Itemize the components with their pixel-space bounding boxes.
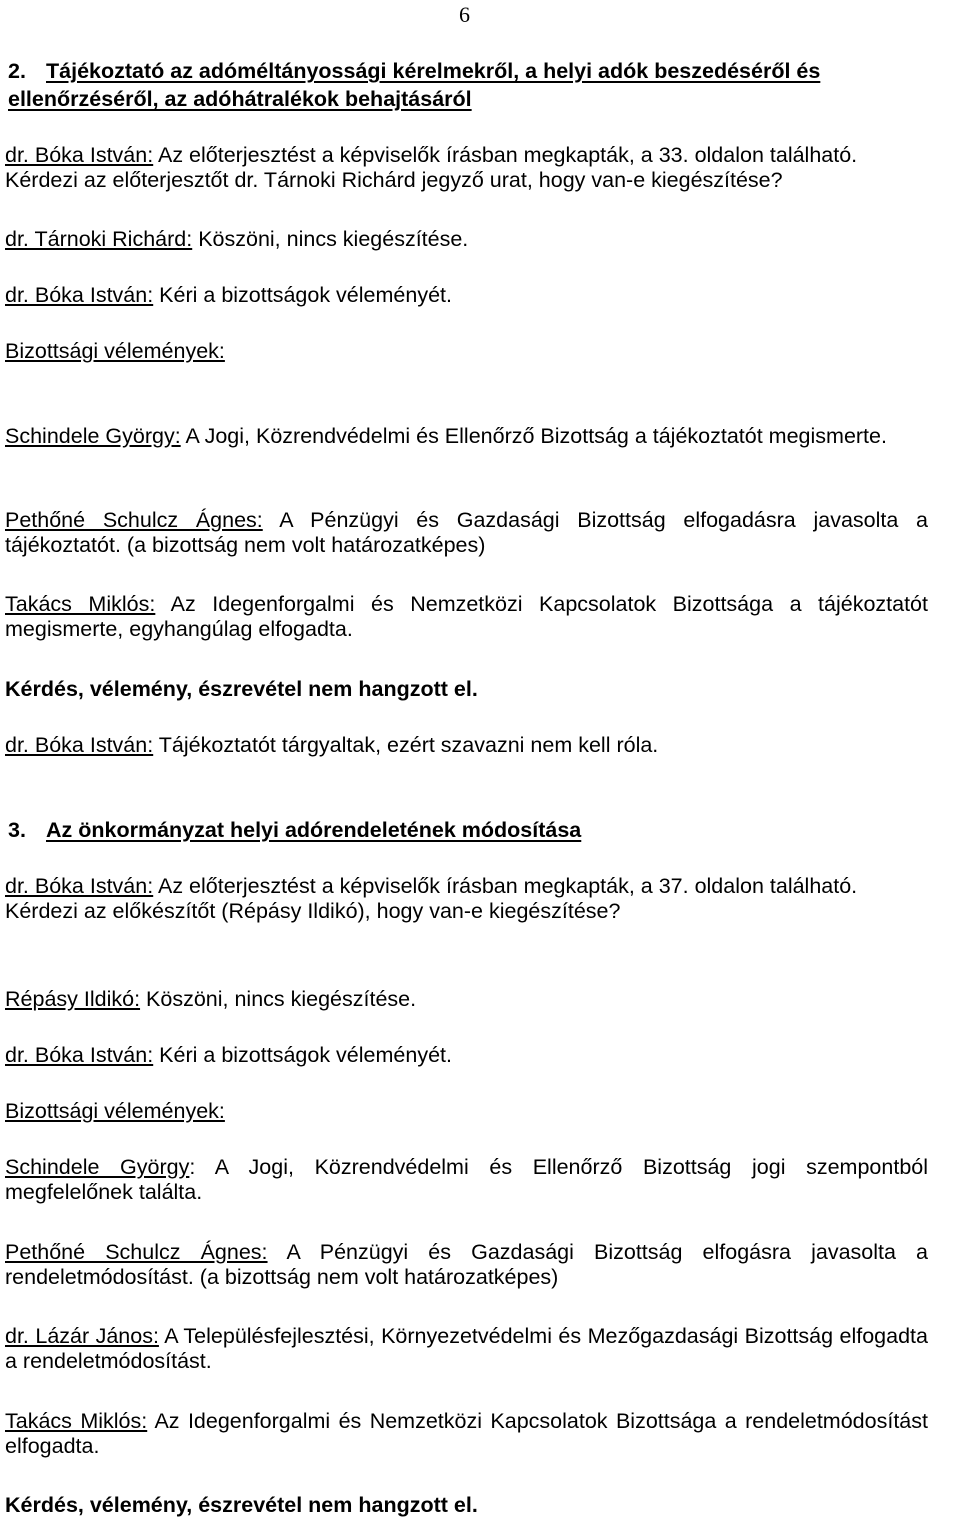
subheading-text: Bizottsági vélemények: [5, 339, 225, 363]
speaker-name: dr. Bóka István: [5, 1043, 154, 1067]
section-heading [8, 57, 928, 113]
bold-note: Kérdés, vélemény, észrevétel nem hangzott el. [5, 677, 478, 701]
paragraph [5, 987, 928, 1012]
paragraph [5, 1324, 928, 1374]
speaker-name: dr. Bóka István: [5, 143, 154, 167]
paragraph-text: Az előterjesztést a képviselők írásban megkapták, a 33. oldalon található. [153, 143, 858, 167]
speaker-name: Takács Miklós: [5, 1409, 148, 1433]
paragraph-text: Kérdezi az előkészítőt (Répásy Ildikó), hogy van-e kiegészítése? [5, 899, 621, 923]
paragraph [5, 424, 928, 449]
paragraph [5, 592, 928, 642]
speaker-name: dr. Lázár János: [5, 1324, 159, 1348]
paragraph-text: Az Idegenforgalmi és Nemzetközi Kapcsolatok Bizottsága a tájékoztatót megismerte, egyhangúlag elfogadta. [5, 592, 928, 641]
speaker-name: Schindele György [5, 1155, 190, 1179]
bold-note: Kérdés, vélemény, észrevétel nem hangzott el. [5, 1493, 478, 1517]
paragraph [5, 283, 928, 308]
paragraph-text: : A Jogi, Közrendvédelmi és Ellenőrző Bizottság jogi szempontból megfelelőnek találta. [5, 1155, 929, 1204]
paragraph-text: Az előterjesztést a képviselők írásban megkapták, a 37. oldalon található. [153, 874, 858, 898]
paragraph [5, 1155, 928, 1205]
paragraph-text: A Jogi, Közrendvédelmi és Ellenőrző Bizottság a tájékoztatót megismerte. [180, 424, 887, 448]
paragraph [5, 1409, 928, 1459]
section-title: Tájékoztató az adóméltányossági kérelmekről, a helyi adók beszedéséről és ellenőrzéséről, az adóhátralékok behajtásáról [8, 59, 821, 111]
speaker-name: Pethőné Schulcz Ágnes: [5, 508, 263, 532]
paragraph [5, 1240, 928, 1290]
speaker-name: Répásy Ildikó: [5, 987, 141, 1011]
paragraph [5, 143, 928, 193]
speaker-name: dr. Bóka István: [5, 874, 154, 898]
paragraph-text: Kérdezi az előterjesztőt dr. Tárnoki Richárd jegyző urat, hogy van-e kiegészítése? [5, 168, 783, 192]
subheading-text: Bizottsági vélemények: [5, 1099, 225, 1123]
page-number: 6 [459, 2, 470, 27]
subheading [5, 1099, 928, 1124]
speaker-name: dr. Bóka István: [5, 733, 154, 757]
paragraph-text: A Településfejlesztési, Környezetvédelmi és Mezőgazdasági Bizottság elfogadta a rendeletmódosítást. [5, 1324, 928, 1373]
paragraph-text: Köszöni, nincs kiegészítése. [192, 227, 469, 251]
paragraph-text: Köszöni, nincs kiegészítése. [140, 987, 417, 1011]
paragraph [5, 508, 928, 558]
paragraph-text: A Pénzügyi és Gazdasági Bizottság elfogásra javasolta a rendeletmódosítást. (a bizottság nem volt határozatképes) [5, 1240, 929, 1289]
paragraph-text: Tájékoztatót tárgyaltak, ezért szavazni nem kell róla. [153, 733, 659, 757]
paragraph [5, 733, 928, 758]
speaker-name: Schindele György: [5, 424, 181, 448]
section-number: 2. [8, 59, 26, 83]
paragraph-text: Kéri a bizottságok véleményét. [153, 1043, 452, 1067]
paragraph [5, 227, 928, 252]
paragraph [5, 1043, 928, 1068]
section-heading [8, 816, 928, 844]
speaker-name: dr. Tárnoki Richárd: [5, 227, 193, 251]
speaker-name: Takács Miklós: [5, 592, 156, 616]
subheading [5, 339, 928, 364]
paragraph-text: A Pénzügyi és Gazdasági Bizottság elfogadásra javasolta a tájékoztatót. (a bizottság nem volt határozatképes) [5, 508, 928, 557]
paragraph-text: Az Idegenforgalmi és Nemzetközi Kapcsolatok Bizottsága a rendeletmódosítást elfogadta. [5, 1409, 928, 1458]
speaker-name: Pethőné Schulcz Ágnes: [5, 1240, 268, 1264]
paragraph [5, 874, 928, 924]
speaker-name: dr. Bóka István: [5, 283, 154, 307]
paragraph-text: Kéri a bizottságok véleményét. [153, 283, 452, 307]
section-number: 3. [8, 818, 26, 842]
section-title: Az önkormányzat helyi adórendeletének módosítása [46, 818, 582, 842]
